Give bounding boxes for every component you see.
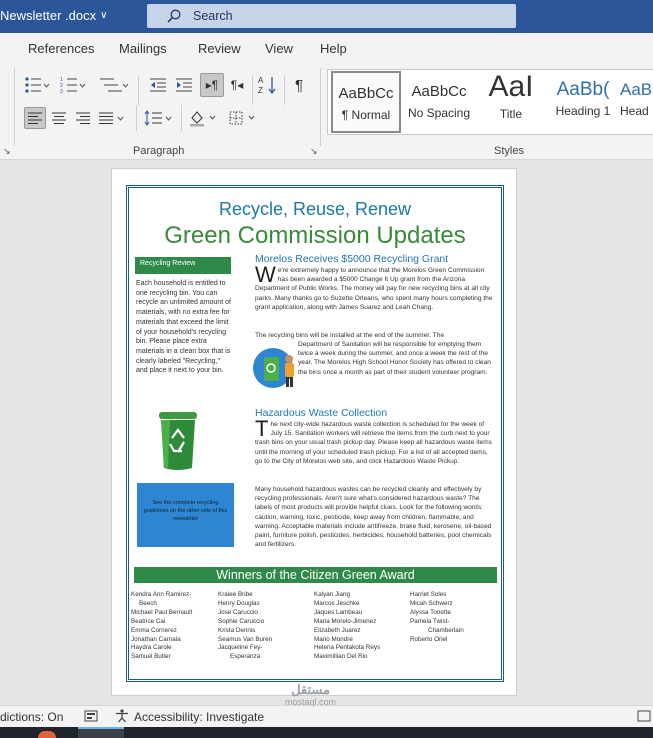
article-paragraph: he next city-wide hazardous waste collection is scheduled for the week of July 15. Sanitation workers will retrieve the items from the curb next to your trash bins on your usual trash pickup day. Please keep all hazardous waste items until the morning of your scheduled trash pickup. For a list of all accepted items, go to the City of Morelos web site, and click Hazardous Waste Pickup. (255, 421, 493, 465)
winner-name: Jonathan Carnala (131, 635, 181, 643)
style-sample: AaB (620, 80, 653, 99)
macro-recording-icon[interactable] (84, 710, 98, 725)
watermark-latin: mostaql.com (285, 697, 337, 707)
document-title[interactable] (0, 8, 107, 23)
paint-bucket-icon (188, 109, 220, 127)
article-paragraph: Many household hazardous wastes can be recycled cleanly and effectively by recycling professionals. Aren't sure what's considered hazardous waste? The labels of most products will provide helpful clues. Look for the following words: caution, warning, toxic, pesticide, keep away from children, flammable, and warning. Acceptable materials include antifreeze, brake fluid, kerosene, oil-based paint, furniture polish, pesticides, herbicides, household batteries, pool chemicals and fertilizers. (255, 486, 492, 549)
winner-name: Kralee Bribe (218, 591, 253, 598)
winner-name: Haydra Carole (131, 644, 172, 652)
chevron-down-icon[interactable]: ∨ (100, 10, 108, 21)
winner-name: Maria Morelo-Jimenez (314, 617, 377, 625)
winner-name: Seamus Van Buren (218, 635, 273, 643)
winner-name: Beatrice Cai (131, 617, 166, 625)
winner-name: Jacqueline Fey- (218, 644, 263, 652)
winner-name: Chamberlain (428, 626, 464, 634)
style-no-spacing[interactable] (404, 71, 474, 133)
ribbon-separator (252, 75, 253, 105)
bullets-icon (24, 76, 50, 94)
winner-name: Jaques Lambeau (314, 608, 363, 616)
guidelines-box: See the complete recycling guidelines on the other side of this newsletter (137, 483, 234, 547)
accessibility-status[interactable]: Accessibility: Investigate (134, 710, 265, 724)
paragraph-dialog-launcher-icon[interactable]: ↘ (310, 146, 318, 156)
winner-name: Kalyan Jiang (314, 591, 351, 598)
style-sample: AaI (488, 70, 534, 103)
style-name: ¶ Normal (341, 108, 391, 122)
style-sample: AaBbCc (338, 85, 394, 102)
search-box[interactable] (147, 4, 516, 28)
winners-column (218, 591, 272, 662)
winner-name: Krista Dennis (218, 626, 256, 634)
sort-button[interactable] (256, 72, 280, 98)
page-border (126, 185, 504, 682)
style-sample: AaBb( (556, 79, 610, 100)
watermark-arabic: مستقل (291, 682, 330, 697)
style-heading-2[interactable] (620, 71, 653, 133)
style-sample: AaBbCc (411, 83, 467, 100)
align-left-icon (27, 111, 43, 125)
rtl-paragraph-icon: ¶◂ (230, 78, 244, 92)
winner-name: Marcos Jeschke (314, 599, 360, 607)
justify-button[interactable] (96, 107, 130, 129)
ribbon-separator (14, 68, 15, 146)
pilcrow-icon: ¶ (294, 76, 304, 94)
styles-gallery (327, 69, 653, 135)
title-bar (0, 0, 653, 33)
winner-name: Michael Paul Bernault (131, 608, 193, 616)
style-normal[interactable] (331, 71, 401, 133)
tab-view[interactable]: View (265, 41, 293, 56)
style-heading-1[interactable] (548, 71, 618, 133)
style-title[interactable] (476, 71, 546, 133)
style-name: Head (620, 104, 649, 118)
accessibility-icon[interactable] (115, 709, 129, 726)
justify-icon (98, 111, 128, 125)
winner-name: Alyssa Tonette (410, 608, 451, 616)
document-page[interactable] (111, 168, 517, 696)
winners-heading: Winners of the Citizen Green Award (134, 567, 497, 583)
align-center-icon (51, 111, 67, 125)
multilevel-list-icon (98, 76, 128, 94)
numbering-button[interactable] (58, 73, 88, 97)
ribbon-separator (284, 75, 285, 105)
ribbon-separator (138, 75, 139, 105)
sidebar-title: Recycling Review (135, 257, 231, 274)
winner-name: Kendra Ann Ramirez- (131, 591, 192, 598)
ribbon-separator (136, 105, 137, 131)
style-name: Title (499, 107, 523, 121)
drop-cap: T (255, 416, 269, 441)
document-canvas[interactable] (0, 160, 653, 705)
font-dialog-launcher-icon[interactable]: ↘ (3, 146, 11, 156)
line-spacing-button[interactable] (141, 107, 177, 129)
winner-name: Jose Caruccio (218, 608, 258, 616)
article-body-hazardous (255, 416, 495, 466)
tab-mailings[interactable]: Mailings (119, 41, 167, 56)
svg-text:2: 2 (60, 83, 63, 89)
person-recycling-image (253, 345, 301, 391)
align-right-button[interactable] (72, 107, 94, 129)
newsletter-heading: Recycle, Reuse, Renew (218, 199, 412, 219)
svg-text:A: A (258, 76, 264, 85)
sort-icon (258, 75, 278, 95)
style-name: No Spacing (407, 106, 471, 120)
article-paragraph: Department of Sanitation will be responsible for emptying them twice a week during the summer, and once a week the rest of the year. The Morelos High School Honor Society has offered to clean the bins once a month as part of their student volunteer program. (298, 341, 491, 376)
article-body-grant (255, 262, 495, 312)
winners-column (131, 591, 192, 662)
tab-references[interactable]: References (28, 41, 95, 56)
article-paragraph: The recycling bins will be installed at the end of the summer. The (255, 332, 444, 339)
borders-button[interactable] (226, 107, 262, 129)
winner-name: Pamela Twist- (410, 617, 450, 625)
svg-text:Z: Z (258, 86, 263, 95)
ribbon-separator (181, 105, 182, 131)
taskbar (0, 727, 653, 738)
winner-name: Harriet Soles (410, 591, 447, 598)
svg-text:1: 1 (60, 77, 63, 83)
taskbar-word-icon[interactable] (78, 727, 124, 738)
style-name: Heading 1 (555, 104, 611, 118)
winner-name: Samuel Butler (131, 653, 171, 661)
decrease-indent-button[interactable] (146, 73, 170, 97)
borders-icon (228, 110, 260, 126)
document-title-text: Newsletter .docx (0, 8, 97, 23)
rtl-text-direction-button[interactable] (226, 73, 248, 97)
tab-help[interactable]: Help (320, 41, 347, 56)
multilevel-list-button[interactable] (95, 73, 131, 97)
increase-indent-icon (175, 77, 193, 93)
winner-name: Beech (139, 599, 157, 607)
winner-name: Esperanza (230, 653, 261, 661)
paragraph-group-label: Paragraph (133, 145, 185, 157)
winner-name: Mario Mondre (314, 635, 353, 643)
winner-name: Elizabeth Juarez (314, 626, 361, 634)
decrease-indent-icon (149, 77, 167, 93)
winner-name: Henry Douglas (218, 599, 260, 607)
align-right-icon (75, 111, 91, 125)
newsletter-title: Green Commission Updates (164, 222, 466, 249)
align-left-button[interactable] (24, 107, 46, 129)
focus-mode-icon[interactable] (637, 710, 651, 725)
align-center-button[interactable] (48, 107, 70, 129)
svg-text:3: 3 (60, 89, 63, 94)
sidebar-text: Each household is entitled to one recycling bin. You can recycle an unlimited amount of materials, with no extra fee for materials that exceed the limit of your household's recycling bin. Please place extra materials in a clean box that is clearly labeled "Recycling," and place it next to your bin. (136, 280, 231, 375)
recycling-bin-icon (156, 410, 200, 472)
article-title-hazardous: Hazardous Waste Collection (255, 407, 388, 419)
ribbon-tabs (0, 33, 653, 63)
numbering-icon (60, 76, 86, 94)
winner-name: Emma Cornerez (131, 626, 177, 634)
winner-name: Helena Pentakota Reys (314, 644, 381, 652)
ribbon-separator (320, 68, 321, 146)
styles-group-label: Styles (494, 145, 524, 157)
increase-indent-button[interactable] (172, 73, 196, 97)
article-paragraph: e're extremely happy to announce that the Morelos Green Commission has been awarded a $5000 Change It Up grant from the Arizona Department of Public Works. The money will pay for new recycling bins at all city parks. Many thanks go to Suzette Orleans, who spent many hours completing the grant application, along with James Suarez and Leah Chang. (255, 267, 493, 311)
search-icon (167, 9, 181, 23)
winner-name: Micah Schwerz (410, 599, 453, 607)
shading-button[interactable] (186, 107, 222, 129)
ribbon (0, 63, 653, 160)
watermark (285, 683, 336, 709)
ltr-paragraph-icon: ▸¶ (205, 78, 219, 92)
winners-column (410, 591, 464, 644)
search-placeholder: Search (193, 9, 233, 23)
bullets-button[interactable] (22, 73, 52, 97)
article-title-grant: Morelos Receives $5000 Recycling Grant (255, 253, 449, 265)
taskbar-app-icon[interactable] (38, 731, 56, 738)
winner-name: Roberto Oriel (410, 635, 448, 643)
winner-name: Sophie Caruccio (218, 617, 265, 625)
winners-column (314, 591, 380, 662)
line-spacing-icon (144, 110, 174, 126)
tab-review[interactable]: Review (198, 41, 241, 56)
show-formatting-button[interactable] (288, 73, 310, 97)
ltr-text-direction-button[interactable] (200, 73, 224, 97)
winner-name: Maximillian Del Rio (314, 653, 368, 661)
text-predictions-status[interactable]: dictions: On (0, 710, 64, 724)
drop-cap: W (255, 262, 276, 287)
